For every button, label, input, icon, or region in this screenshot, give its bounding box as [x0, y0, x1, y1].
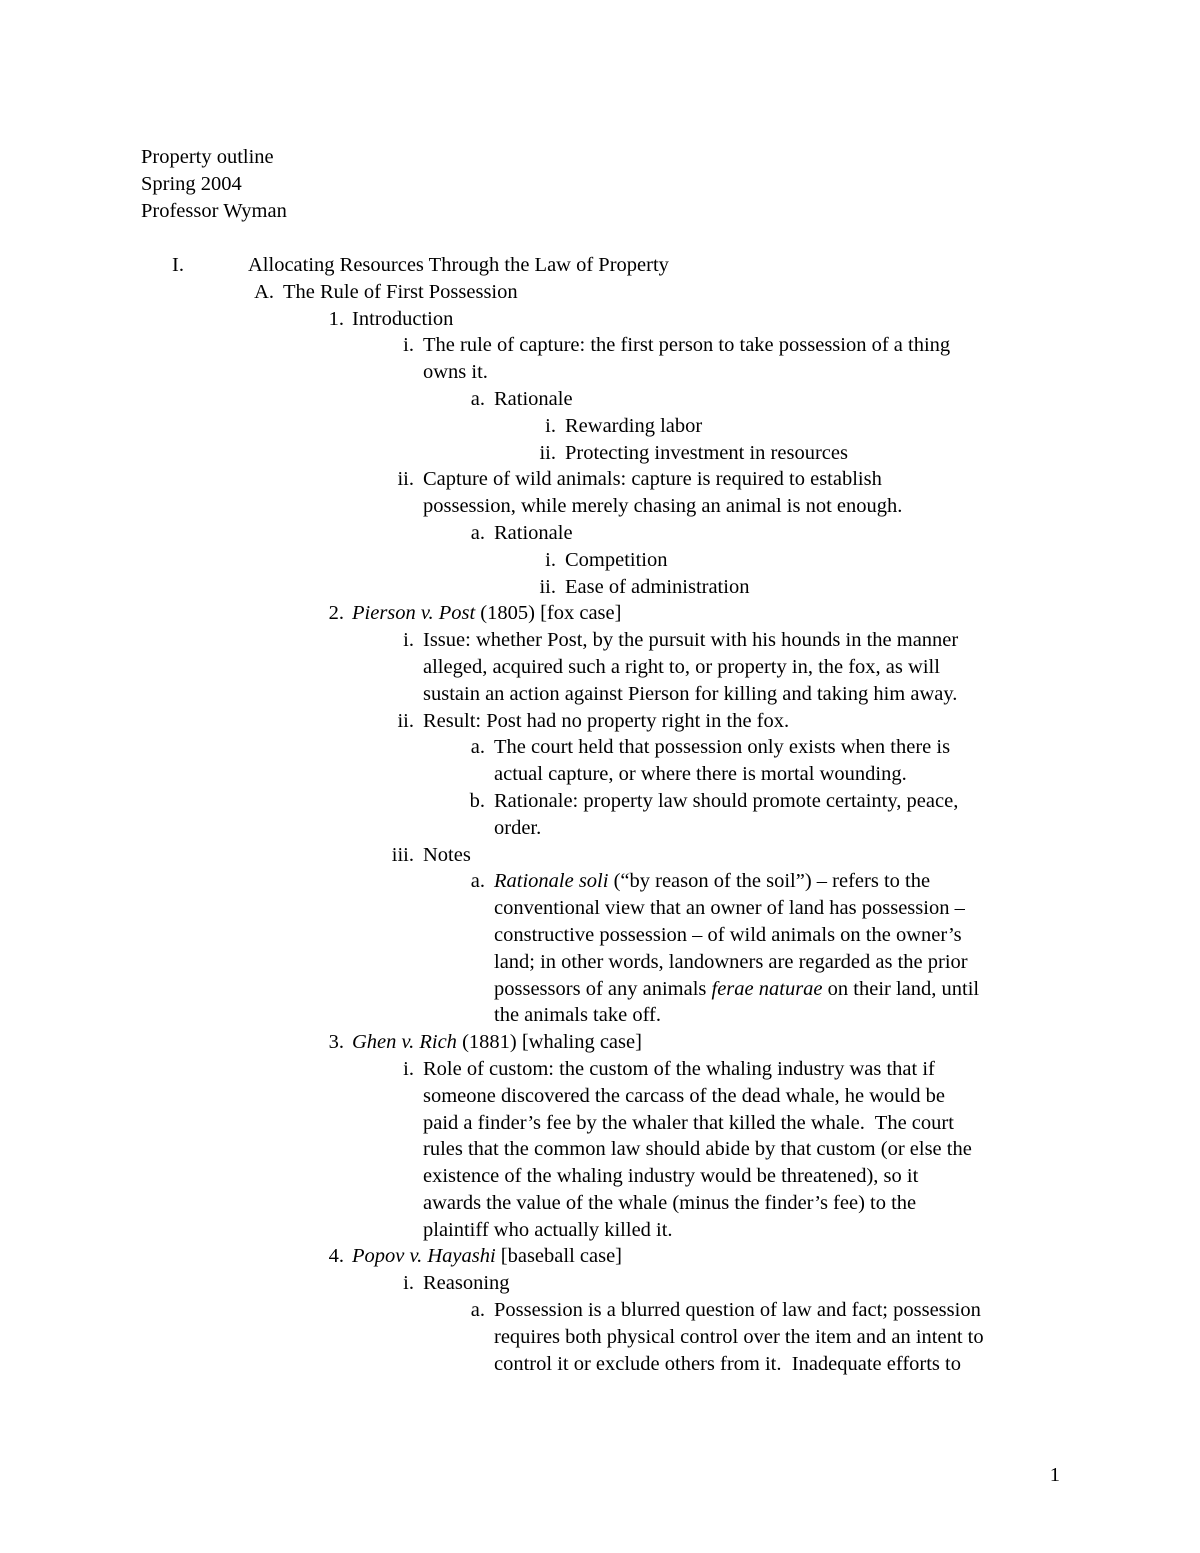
outline-marker: i. — [545, 414, 556, 437]
outline-continuation — [0, 895, 1200, 922]
outline-text: conventional view that an owner of land has possession – — [494, 897, 965, 920]
outline-section-title: Introduction — [352, 307, 454, 330]
outline-marker: i. — [403, 629, 414, 652]
outline-text: possession, while merely chasing an animal is not enough. — [423, 495, 903, 518]
outline-text: Ease of administration — [565, 575, 750, 598]
outline-text-post: on their land, until — [822, 977, 980, 1000]
outline-text: actual capture, or where there is mortal wounding. — [494, 763, 907, 786]
outline-marker: i. — [403, 1057, 414, 1080]
outline-item-2 — [0, 600, 1200, 627]
outline-text: Issue: whether Post, by the pursuit with his hounds in the manner — [423, 629, 959, 652]
outline-text: Capture of wild animals: capture is required to establish — [423, 468, 882, 491]
outline-continuation — [0, 1190, 1200, 1217]
case-heading — [352, 1243, 622, 1270]
outline-continuation — [0, 359, 1200, 386]
outline-item-1-i-a-ii — [0, 440, 1200, 467]
outline-continuation — [0, 976, 1200, 1003]
case-name: Ghen v. Rich — [352, 1031, 457, 1054]
outline-heading: Allocating Resources Through the Law of Property — [248, 254, 669, 276]
outline-text: constructive possession – of wild animals on the owner’s — [494, 923, 962, 946]
outline-item-1-i-a-i — [0, 413, 1200, 440]
outline-marker: 2. — [328, 602, 344, 625]
outline-text: alleged, acquired such a right to, or property in, the fox, as will — [423, 655, 940, 678]
case-heading — [352, 600, 621, 627]
outline-item-2-iii — [0, 842, 1200, 869]
outline-text-rest: (“by reason of the soil”) – refers to the — [608, 870, 931, 893]
outline-item-1-i-a — [0, 386, 1200, 413]
outline-text: Result: Post had no property right in the fox. — [423, 709, 790, 732]
outline-text: Notes — [423, 843, 471, 866]
outline-marker: ii. — [397, 468, 414, 491]
outline-item-2-ii — [0, 708, 1200, 735]
outline-marker: ii. — [397, 709, 414, 732]
outline-item-1-ii-a-ii — [0, 574, 1200, 601]
outline-text: Rationale: property law should promote certainty, peace, — [494, 789, 959, 812]
outline-item-1-i — [0, 332, 1200, 359]
outline-item-3 — [0, 1029, 1200, 1056]
outline-text: land; in other words, landowners are regarded as the prior — [494, 950, 968, 973]
outline-marker: a. — [470, 870, 485, 893]
outline-text: existence of the whaling industry would be threatened), so it — [423, 1165, 919, 1188]
outline-subheading: The Rule of First Possession — [283, 280, 518, 303]
outline-item-I — [0, 252, 1200, 279]
outline-item-4-i — [0, 1270, 1200, 1297]
outline-marker: i. — [545, 548, 556, 571]
outline-continuation — [0, 1217, 1200, 1244]
outline-text: The court held that possession only exists when there is — [494, 736, 951, 759]
case-detail: [baseball case] — [495, 1245, 622, 1268]
case-name: Popov v. Hayashi — [352, 1245, 496, 1268]
outline — [0, 252, 1200, 1377]
outline-continuation — [0, 949, 1200, 976]
outline-item-1-ii-a-i — [0, 547, 1200, 574]
outline-text: Rationale — [494, 521, 573, 544]
header-term: Spring 2004 — [141, 172, 242, 195]
outline-item-3-i — [0, 1056, 1200, 1083]
outline-text-pre: possessors of any animals — [494, 977, 712, 1000]
outline-marker: iii. — [391, 843, 414, 866]
outline-continuation — [0, 1110, 1200, 1137]
outline-marker: a. — [470, 1299, 485, 1322]
outline-item-2-ii-b — [0, 788, 1200, 815]
outline-marker: i. — [403, 334, 414, 357]
outline-continuation — [0, 761, 1200, 788]
outline-text: sustain an action against Pierson for killing and taking him away. — [423, 682, 958, 705]
outline-text: requires both physical control over the item and an intent to — [494, 1325, 984, 1348]
outline-item-2-i — [0, 627, 1200, 654]
outline-marker: A. — [254, 280, 274, 303]
header-professor: Professor Wyman — [141, 199, 287, 222]
outline-text: Protecting investment in resources — [565, 441, 848, 464]
case-detail: (1881) [whaling case] — [456, 1031, 642, 1054]
outline-text — [494, 976, 979, 1003]
outline-continuation — [0, 1002, 1200, 1029]
outline-text: order. — [494, 816, 542, 839]
outline-text: the animals take off. — [494, 1004, 661, 1027]
outline-text — [494, 868, 930, 895]
case-name: Pierson v. Post — [352, 602, 476, 625]
case-detail: (1805) [fox case] — [475, 602, 622, 625]
outline-text: Rationale — [494, 387, 573, 410]
outline-marker: I. — [172, 254, 184, 276]
outline-text: owns it. — [423, 361, 488, 384]
document-header — [141, 144, 287, 224]
outline-text: The rule of capture: the first person to take possession of a thing — [423, 334, 951, 357]
outline-text: Reasoning — [423, 1272, 510, 1295]
outline-marker: b. — [469, 789, 485, 812]
outline-item-1-ii-a — [0, 520, 1200, 547]
outline-continuation — [0, 1136, 1200, 1163]
outline-continuation — [0, 493, 1200, 520]
outline-continuation — [0, 1163, 1200, 1190]
outline-continuation — [0, 1083, 1200, 1110]
outline-text: awards the value of the whale (minus the finder’s fee) to the — [423, 1191, 917, 1214]
outline-text: rules that the common law should abide by that custom (or else the — [423, 1138, 972, 1161]
outline-continuation — [0, 654, 1200, 681]
case-heading — [352, 1029, 642, 1056]
outline-item-2-iii-a — [0, 868, 1200, 895]
outline-continuation — [0, 922, 1200, 949]
outline-text: Possession is a blurred question of law and fact; possession — [494, 1299, 981, 1322]
outline-text: paid a finder’s fee by the whaler that killed the whale. The court — [423, 1111, 954, 1134]
outline-text: plaintiff who actually killed it. — [423, 1218, 673, 1241]
outline-marker: a. — [470, 521, 485, 544]
latin-term: Rationale soli — [494, 870, 609, 893]
outline-continuation — [0, 815, 1200, 842]
outline-item-4-i-a — [0, 1297, 1200, 1324]
outline-marker: ii. — [539, 575, 556, 598]
outline-item-1-ii — [0, 466, 1200, 493]
outline-marker: ii. — [539, 441, 556, 464]
page-number: 1 — [1049, 1464, 1060, 1486]
outline-marker: 3. — [328, 1031, 344, 1054]
outline-item-A — [0, 279, 1200, 306]
outline-text: control it or exclude others from it. Inadequate efforts to — [494, 1352, 961, 1375]
outline-text: Rewarding labor — [565, 414, 703, 437]
outline-continuation — [0, 1351, 1200, 1378]
outline-text: Role of custom: the custom of the whaling industry was that if — [423, 1057, 935, 1080]
latin-term: ferae naturae — [711, 977, 823, 1000]
outline-item-1 — [0, 306, 1200, 333]
header-title: Property outline — [141, 146, 274, 168]
outline-continuation — [0, 681, 1200, 708]
outline-item-2-ii-a — [0, 734, 1200, 761]
outline-marker: i. — [403, 1272, 414, 1295]
outline-marker: a. — [470, 736, 485, 759]
outline-marker: 1. — [328, 307, 344, 330]
outline-text: someone discovered the carcass of the dead whale, he would be — [423, 1084, 945, 1107]
outline-marker: a. — [470, 387, 485, 410]
outline-text: Competition — [565, 548, 668, 571]
outline-marker: 4. — [328, 1245, 344, 1268]
outline-continuation — [0, 1324, 1200, 1351]
outline-item-4 — [0, 1243, 1200, 1270]
